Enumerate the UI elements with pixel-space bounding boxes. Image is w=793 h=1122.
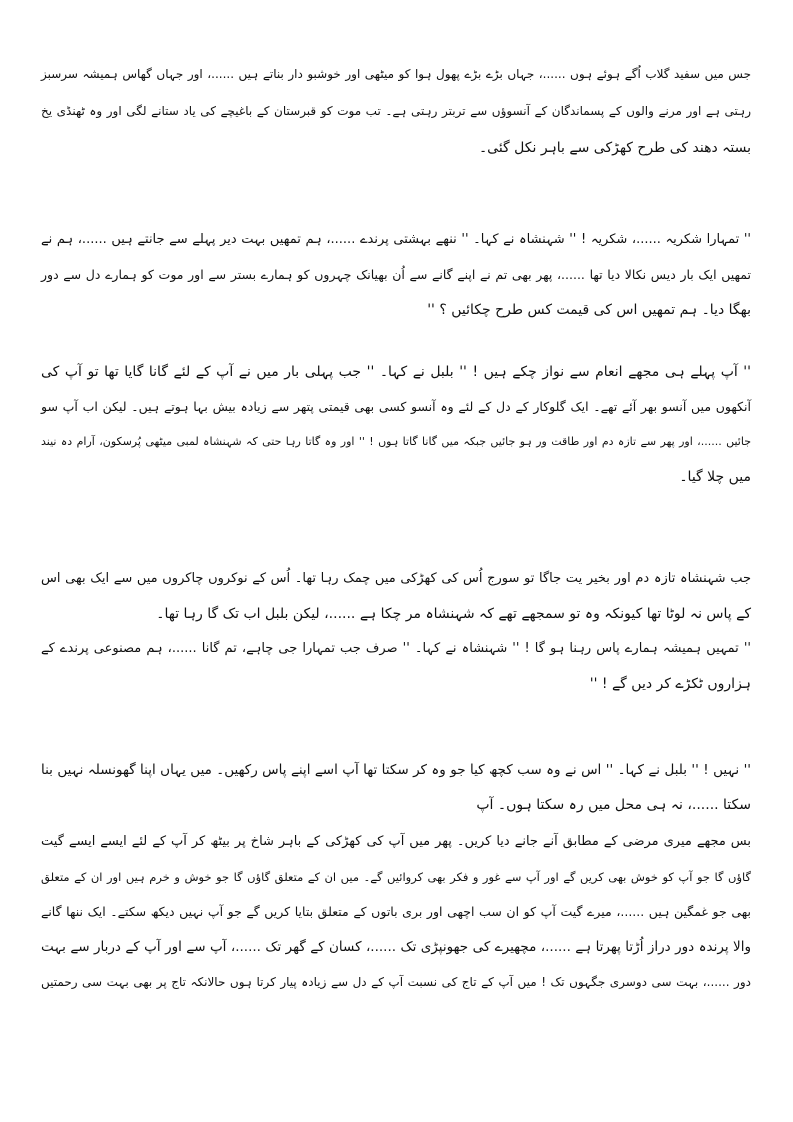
text-line: گاؤں گا جو آپ کو خوش بھی کریں گے اور آپ سے غور و فکر بھی کروائیں گے۔ میں ان کے متعلق گاؤں گا جو خوش و خرم ہیں اور ان کے متعلق <box>41 870 751 884</box>
text-line: '' تمہارا شکریہ ......، شکریہ ! '' شہنشاہ نے کہا۔ '' ننھے بہشتی پرندے ......، ہم تمھیں بہت دیر پہلے سے جانتے ہیں ......، ہم نے <box>41 232 751 247</box>
text-line: '' نہیں ! '' بلبل نے کہا۔ '' اس نے وہ سب کچھ کیا جو وہ کر سکتا تھا آپ اسے اپنے پاس رکھیں۔ میں یہاں اپنا گھونسلہ نہیں بنا <box>41 762 751 778</box>
text-line: بھگا دیا۔ ہم تمھیں اس کی قیمت کس طرح چکائیں ؟ '' <box>427 302 751 318</box>
text-line: آنکھوں میں آنسو بھر آئے تھے۔ ایک گلوکار کے دل کے لئے وہ آنسو کسی بھی قیمتی پتھر سے زیادہ بیش بہا ہوتے ہیں۔ لیکن اب آپ سو <box>41 399 751 414</box>
text-line: جس میں سفید گلاب اُگے ہوئے ہوں ......، جہاں بڑے بڑے پھول ہوا کو میٹھی اور خوشبو دار بناتے ہیں ......، اور جہاں گھاس ہمیشہ سرسبز <box>41 67 751 81</box>
text-line: بس مجھے میری مرضی کے مطابق آنے جانے دیا کریں۔ پھر میں آپ کی کھڑکی کے باہر شاخ پر بیٹھ کر آپ کے لئے ایسے ایسے گیت <box>41 834 751 849</box>
text-line: تمھیں ایک بار دیس نکالا دیا تھا ......، پھر بھی تم نے اپنے گانے سے اُن بھیانک چہروں کو ہمارے بستر سے اور موت کو ہمارے دل سے دور <box>41 267 751 282</box>
text-line: جائیں ......، اور پھر سے تازہ دم اور طاقت ور ہو جائیں جبکہ میں گانا گاتا ہوں ! '' اور وہ گاتا رہا حتی کہ شہنشاہ لمبی میٹھی پُرسکون، آرام دہ نیند <box>41 435 751 448</box>
text-line: میں چلا گیا۔ <box>679 469 751 485</box>
text-line: جب شہنشاہ تازہ دم اور بخیر یت جاگا تو سورج اُس کی کھڑکی میں چمک رہا تھا۔ اُس کے نوکروں چاکروں میں سے ایک بھی اس <box>41 571 751 586</box>
text-line: کے پاس نہ لوٹا تھا کیونکہ وہ تو سمجھے تھے کہ شہنشاہ مر چکا ہے ......، لیکن بلبل اب تک گا رہا تھا۔ <box>156 606 751 622</box>
text-line: بستہ دھند کی طرح کھڑکی سے باہر نکل گئی۔ <box>478 140 751 156</box>
text-line: '' آپ پہلے ہی مجھے انعام سے نواز چکے ہیں ! '' بلبل نے کہا۔ '' جب پہلی بار میں نے آپ کے لئے گانا گایا تھا تو آپ کی <box>41 364 751 380</box>
text-line: سکتا ......، نہ ہی محل میں رہ سکتا ہوں۔ آپ <box>476 797 751 813</box>
text-line: رہتی ہے اور مرنے والوں کے پسماندگان کے آنسوؤں سے تربتر رہتی ہے۔ تب موت کو قبرستان کے باغیچے کی یاد ستانے لگی اور وہ ٹھنڈی یخ <box>41 104 751 118</box>
text-line: ہزاروں ٹکڑے کر دیں گے ! '' <box>589 676 751 692</box>
text-line: دور ......، بہت سی دوسری جگہوں تک ! میں آپ کے تاج کی نسبت آپ کے دل سے زیادہ پیار کرتا ہوں حالانکہ تاج پر بھی بہت سی رحمتیں <box>41 975 751 989</box>
text-line: '' تمہیں ہمیشہ ہمارے پاس رہنا ہو گا ! '' شہنشاہ نے کہا۔ '' صرف جب تمہارا جی چاہے، تم گانا ......، ہم مصنوعی پرندے کے <box>41 641 751 656</box>
text-line: والا پرندہ دور دراز اُڑتا پھرتا ہے ......، مچھیرے کی جھونپڑی تک ......، کسان کے گھر تک ......، آپ سے اور آپ کے دربار سے بہت <box>41 939 751 955</box>
text-line: بھی جو غمگین ہیں ......، میرے گیت آپ کو ان سب اچھی اور بری باتوں کے متعلق بتایا کریں گے جو آپ نہیں دیکھ سکتے۔ ایک ننھا گانے <box>41 904 751 919</box>
